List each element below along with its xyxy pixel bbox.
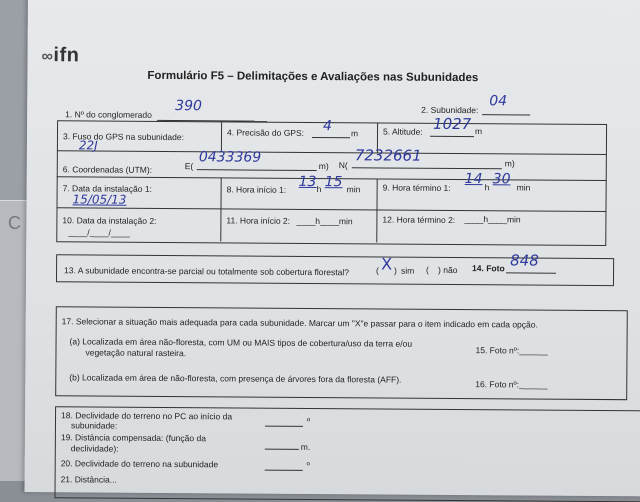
q13-text: 13. A subunidade encontra-se parcial ou totalmente sob cobertura florestal?	[64, 265, 350, 278]
item18-line1: 18. Declividade do terreno no PC ao início da	[61, 410, 233, 422]
subunidade-value[interactable]: 04	[489, 93, 508, 110]
q13-check-mark[interactable]: X	[381, 254, 393, 274]
coord-n-value[interactable]: 7232661	[354, 146, 422, 165]
item19-line1: 19. Distância compensada: (função da	[60, 432, 206, 444]
hora-termino2-blank[interactable]: ____h____min	[464, 214, 521, 225]
precisao-value[interactable]: 4	[323, 118, 333, 135]
logo-text: ifn	[53, 44, 80, 67]
hora-termino1-h-value[interactable]: 14	[464, 171, 483, 188]
foto14-value[interactable]: 848	[510, 251, 539, 270]
foto15-field[interactable]: 15. Foto nº:______	[475, 345, 548, 356]
conglomerado-value[interactable]: 390	[175, 98, 202, 115]
hora-inicio1-h-value[interactable]: 13	[298, 173, 317, 191]
underlying-page-glyph: C	[8, 213, 21, 233]
ifn-logo	[41, 44, 79, 67]
hora-inicio2-label: 11. Hora início 2:	[226, 215, 291, 226]
hora-inicio1-min-value[interactable]: 15	[324, 174, 343, 191]
item20-unit: º	[306, 459, 310, 470]
hora-termino1-min-value[interactable]: 30	[492, 171, 511, 188]
altitude-value[interactable]: 1027	[433, 114, 472, 134]
data-inst2-label: 10. Data da instalação 2:	[62, 215, 157, 226]
q13-close-paren: )	[394, 265, 397, 276]
item21: 21. Distância...	[60, 474, 117, 485]
hora-inicio2-blank[interactable]: ____h____min	[296, 215, 353, 227]
hora-termino1-label: 9. Hora término 1:	[382, 182, 451, 193]
item20: 20. Declividade do terreno na subunidade	[60, 458, 219, 470]
precisao-label: 4. Precisão do GPS:	[226, 127, 305, 138]
foto14-label: 14. Foto	[472, 263, 505, 274]
coord-n-suffix: m)	[504, 158, 515, 169]
q13-open-paren2: (	[426, 264, 429, 275]
hora-inicio1-min-unit: min	[346, 184, 361, 195]
altitude-unit: m	[475, 126, 483, 137]
hora-inicio1-h-unit: h	[316, 184, 322, 195]
foto16-field[interactable]: 16. Foto nº:______	[475, 379, 548, 390]
q17-text: 17. Selecionar a situação mais adequada para cada subunidade. Marcar um "X"e passar para o item indicado em cada opção.	[61, 316, 538, 330]
fuso-value[interactable]: 22J	[78, 138, 98, 153]
item19-line2: declividade):	[70, 443, 119, 454]
form-sheet	[25, 0, 640, 496]
coord-e-value[interactable]: 0433369	[198, 149, 262, 166]
q17-option-a-line2: vegetação natural rasteira.	[85, 347, 187, 359]
altitude-label: 5. Altitude:	[383, 126, 423, 137]
coord-e-suffix: m)	[318, 161, 329, 172]
data-inst1-value[interactable]: 15/05/13	[72, 192, 127, 207]
q13-sim: sim	[401, 265, 415, 276]
q17-option-b[interactable]: (b) Localizada em área de não-floresta, com presença de árvores fora da floresta (AFF).	[69, 372, 402, 385]
coord-n-prefix: N(	[338, 160, 348, 171]
data-inst1-label: 7. Data da instalação 1:	[62, 183, 152, 194]
subunidade-label: 2. Subunidade:	[421, 104, 479, 116]
hora-termino1-min-unit: min	[516, 182, 531, 193]
item18-unit: º	[306, 415, 311, 426]
q17-option-a-line1[interactable]: (a) Localizada em área não-floresta, com UM ou MAIS tipos de cobertura/uso da terra e/ou	[69, 336, 413, 349]
item19-unit: m.	[300, 441, 311, 452]
logo-symbol-icon: ∞	[41, 48, 54, 66]
item19-line[interactable]	[265, 449, 299, 450]
hora-inicio1-label: 8. Hora início 1:	[226, 184, 287, 195]
table-col-divider	[221, 121, 223, 151]
hora-termino1-h-unit: h	[484, 182, 490, 193]
q13-nao[interactable]: ) não	[438, 264, 458, 276]
form-title: Formulário F5 – Delimitações e Avaliações nas Subunidades	[147, 69, 479, 85]
subunidade-line	[482, 114, 530, 115]
precisao-unit: m	[350, 128, 359, 139]
q13-open-paren: (	[376, 265, 379, 276]
hora-termino2-label: 12. Hora término 2:	[382, 214, 456, 225]
coord-e-prefix: E(	[184, 161, 194, 172]
item18-line2: subunidade:	[70, 420, 118, 431]
fuso-label: 3. Fuso do GPS na subunidade:	[62, 131, 185, 143]
conglomerado-label: 1. Nº do conglomerado	[65, 109, 152, 120]
data-inst2-blank[interactable]: ____/____/____	[68, 227, 130, 238]
coord-label: 6. Coordenadas (UTM):	[62, 164, 153, 175]
